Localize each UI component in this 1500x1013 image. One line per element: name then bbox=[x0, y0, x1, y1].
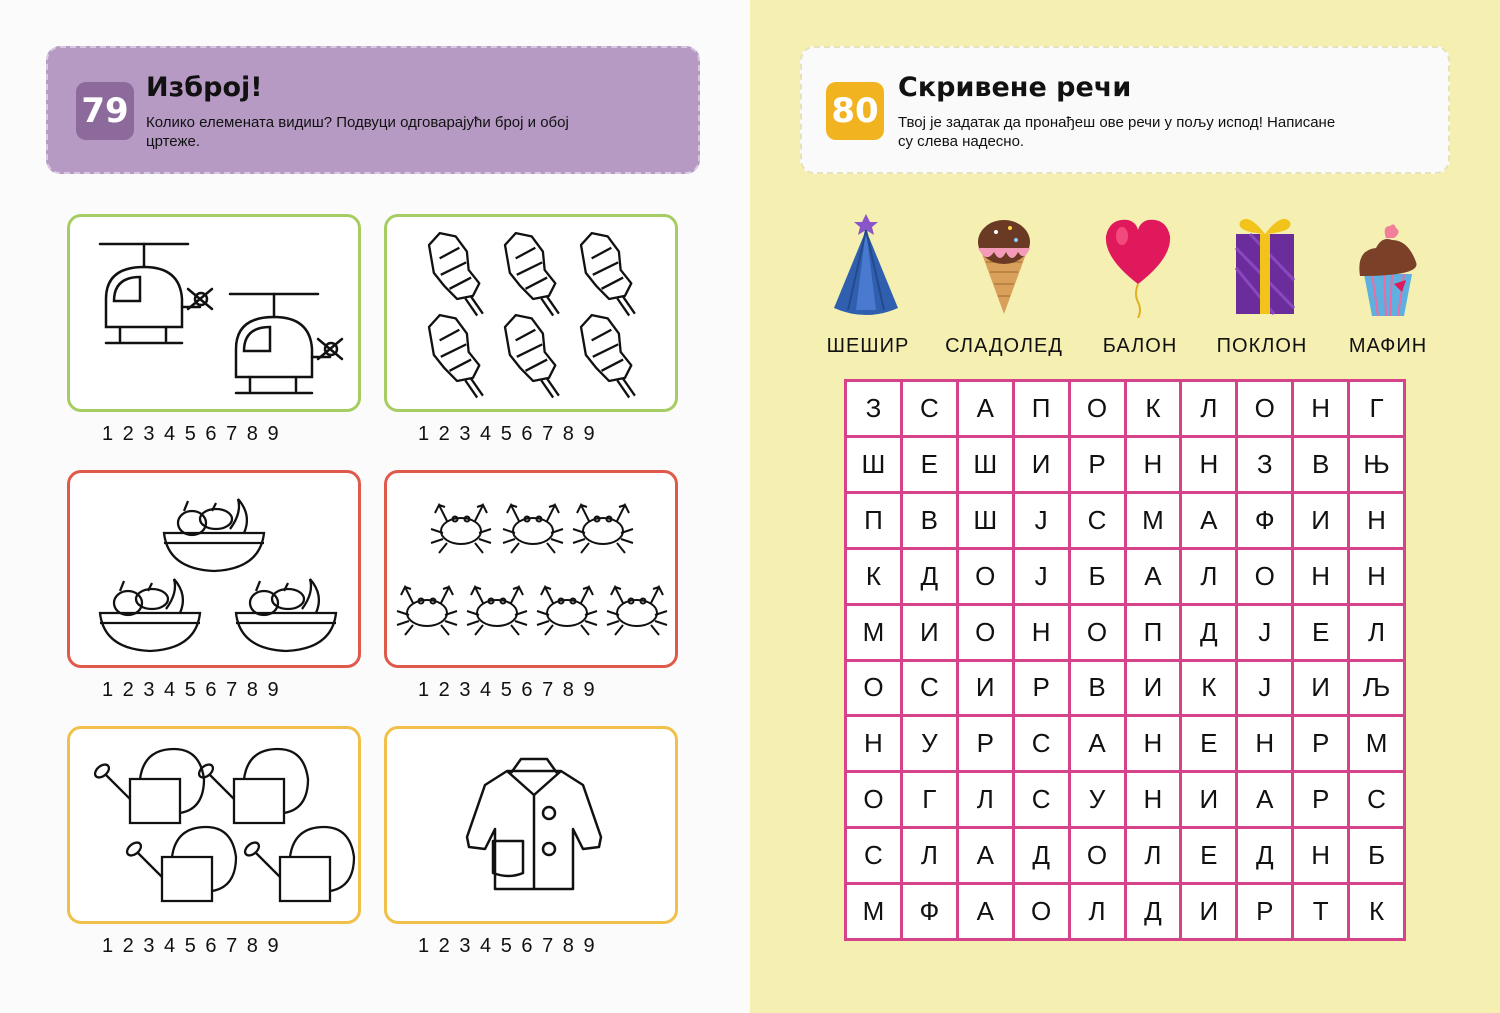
grid-cell[interactable]: П bbox=[1127, 606, 1180, 659]
grid-cell[interactable]: Л bbox=[1071, 885, 1124, 938]
task-number-badge: 80 bbox=[826, 82, 884, 140]
grid-cell[interactable]: Н bbox=[1294, 550, 1347, 603]
number-choices[interactable]: 1 2 3 4 5 6 7 8 9 bbox=[102, 423, 279, 445]
grid-cell[interactable]: Ф bbox=[903, 885, 956, 938]
word-search-grid bbox=[844, 379, 1406, 941]
task-number-badge: 79 bbox=[76, 82, 134, 140]
grid-cell[interactable]: С bbox=[1015, 717, 1068, 770]
grid-cell[interactable]: У bbox=[903, 717, 956, 770]
grid-cell[interactable]: П bbox=[1015, 382, 1068, 435]
grid-cell[interactable]: С bbox=[1015, 773, 1068, 826]
grid-cell[interactable]: А bbox=[1238, 773, 1291, 826]
task-title: Изброј! bbox=[146, 72, 263, 103]
grid-cell[interactable]: С bbox=[847, 829, 900, 882]
grid-cell[interactable]: И bbox=[1182, 885, 1235, 938]
task-title: Скривене речи bbox=[898, 72, 1132, 103]
grid-cell[interactable]: О bbox=[1238, 382, 1291, 435]
word-label-ice-cream: СЛАДОЛЕД bbox=[945, 335, 1063, 357]
grid-cell[interactable]: Р bbox=[1071, 438, 1124, 491]
grid-cell[interactable]: Њ bbox=[1350, 438, 1403, 491]
grid-cell[interactable]: Ш bbox=[959, 494, 1012, 547]
grid-cell[interactable]: Е bbox=[1294, 606, 1347, 659]
grid-cell[interactable]: В bbox=[1071, 662, 1124, 715]
grid-cell[interactable]: Н bbox=[1127, 717, 1180, 770]
number-choices[interactable]: 1 2 3 4 5 6 7 8 9 bbox=[102, 935, 279, 957]
grid-cell[interactable]: А bbox=[959, 829, 1012, 882]
grid-cell[interactable]: А bbox=[959, 885, 1012, 938]
grid-cell[interactable]: Д bbox=[1015, 829, 1068, 882]
grid-cell[interactable]: Н bbox=[1350, 550, 1403, 603]
grid-cell[interactable]: Е bbox=[1182, 829, 1235, 882]
counting-panel-fruit-bowls bbox=[67, 470, 361, 668]
counting-panel-helicopters bbox=[67, 214, 361, 412]
heart-balloon-icon bbox=[1100, 214, 1176, 318]
grid-cell[interactable]: И bbox=[1294, 494, 1347, 547]
grid-cell[interactable]: Р bbox=[1294, 717, 1347, 770]
grid-cell[interactable]: Е bbox=[1182, 717, 1235, 770]
number-choices[interactable]: 1 2 3 4 5 6 7 8 9 bbox=[418, 679, 595, 701]
grid-cell[interactable]: И bbox=[1294, 662, 1347, 715]
fruit-bowl-icon bbox=[70, 473, 364, 671]
grid-cell[interactable]: М bbox=[1350, 717, 1403, 770]
grid-cell[interactable]: И bbox=[903, 606, 956, 659]
grid-cell[interactable]: Ф bbox=[1238, 494, 1291, 547]
grid-cell[interactable]: Ј bbox=[1015, 494, 1068, 547]
word-label-hat: ШЕШИР bbox=[826, 335, 910, 357]
grid-cell[interactable]: Л bbox=[1127, 829, 1180, 882]
task-80-banner bbox=[800, 46, 1450, 174]
grid-cell[interactable]: О bbox=[847, 662, 900, 715]
grid-cell[interactable]: А bbox=[1071, 717, 1124, 770]
watering-can-icon bbox=[70, 729, 364, 927]
crab-icon bbox=[387, 473, 681, 671]
grid-cell[interactable]: Н bbox=[847, 717, 900, 770]
counting-panel-crabs bbox=[384, 470, 678, 668]
grid-cell[interactable]: С bbox=[903, 382, 956, 435]
counting-panel-watering-cans bbox=[67, 726, 361, 924]
grid-cell[interactable]: А bbox=[959, 382, 1012, 435]
task-instruction: Колико елемената видиш? Подвуци одговарајући број и обој цртеже. bbox=[146, 114, 569, 150]
grid-cell[interactable]: О bbox=[959, 550, 1012, 603]
grid-cell[interactable]: Ш bbox=[847, 438, 900, 491]
grid-cell[interactable]: В bbox=[1294, 438, 1347, 491]
grid-cell[interactable]: Н bbox=[1350, 494, 1403, 547]
grid-cell[interactable]: Н bbox=[1182, 438, 1235, 491]
grid-cell[interactable]: Н bbox=[1127, 773, 1180, 826]
grid-cell[interactable]: Н bbox=[1127, 438, 1180, 491]
grid-cell[interactable]: К bbox=[1182, 662, 1235, 715]
gift-icon bbox=[1230, 208, 1300, 318]
party-hat-icon bbox=[826, 206, 902, 318]
grid-cell[interactable]: О bbox=[1015, 885, 1068, 938]
grid-cell[interactable]: И bbox=[959, 662, 1012, 715]
grid-cell[interactable]: Р bbox=[1294, 773, 1347, 826]
ice-pop-icon bbox=[387, 217, 681, 415]
grid-cell[interactable]: Л bbox=[1182, 382, 1235, 435]
grid-cell[interactable]: О bbox=[847, 773, 900, 826]
task-instruction: Твој је задатак да пронађеш ове речи у пољу испод! Написане су слева надесно. bbox=[898, 114, 1336, 150]
grid-cell[interactable]: Д bbox=[1127, 885, 1180, 938]
grid-cell[interactable]: Б bbox=[1350, 829, 1403, 882]
ice-cream-icon bbox=[972, 214, 1036, 318]
grid-cell[interactable]: К bbox=[1127, 382, 1180, 435]
helicopter-icon bbox=[70, 217, 364, 415]
muffin-icon bbox=[1356, 222, 1420, 320]
grid-cell[interactable]: Л bbox=[1350, 606, 1403, 659]
coat-icon bbox=[387, 729, 681, 927]
grid-cell[interactable]: С bbox=[1350, 773, 1403, 826]
word-label-gift: ПОКЛОН bbox=[1216, 335, 1308, 357]
grid-cell[interactable]: М bbox=[847, 885, 900, 938]
grid-cell[interactable]: О bbox=[1071, 606, 1124, 659]
grid-cell[interactable]: И bbox=[1015, 438, 1068, 491]
grid-cell[interactable]: Л bbox=[903, 829, 956, 882]
number-choices[interactable]: 1 2 3 4 5 6 7 8 9 bbox=[102, 679, 279, 701]
grid-cell[interactable]: П bbox=[847, 494, 900, 547]
grid-cell[interactable]: Г bbox=[903, 773, 956, 826]
counting-panel-coat bbox=[384, 726, 678, 924]
grid-cell[interactable]: К bbox=[1350, 885, 1403, 938]
grid-cell[interactable]: Л bbox=[959, 773, 1012, 826]
grid-cell[interactable]: О bbox=[1238, 550, 1291, 603]
grid-cell[interactable]: А bbox=[1127, 550, 1180, 603]
grid-cell[interactable]: Д bbox=[1238, 829, 1291, 882]
grid-cell[interactable]: О bbox=[1071, 829, 1124, 882]
grid-cell[interactable]: Ј bbox=[1015, 550, 1068, 603]
grid-cell[interactable]: Д bbox=[903, 550, 956, 603]
grid-cell[interactable]: С bbox=[1071, 494, 1124, 547]
counting-panel-ice-pops bbox=[384, 214, 678, 412]
task-79-banner bbox=[46, 46, 700, 174]
grid-cell[interactable]: Н bbox=[1294, 382, 1347, 435]
grid-cell[interactable]: Ј bbox=[1238, 662, 1291, 715]
grid-cell[interactable]: О bbox=[1071, 382, 1124, 435]
number-choices[interactable]: 1 2 3 4 5 6 7 8 9 bbox=[418, 935, 595, 957]
grid-cell[interactable]: У bbox=[1071, 773, 1124, 826]
grid-cell[interactable]: Љ bbox=[1350, 662, 1403, 715]
grid-cell[interactable]: И bbox=[1127, 662, 1180, 715]
grid-cell[interactable]: Л bbox=[1182, 550, 1235, 603]
grid-cell[interactable]: Ј bbox=[1238, 606, 1291, 659]
grid-cell[interactable]: Н bbox=[1015, 606, 1068, 659]
number-choices[interactable]: 1 2 3 4 5 6 7 8 9 bbox=[418, 423, 595, 445]
grid-cell[interactable]: Д bbox=[1182, 606, 1235, 659]
grid-cell[interactable]: Б bbox=[1071, 550, 1124, 603]
grid-cell[interactable]: К bbox=[847, 550, 900, 603]
grid-cell[interactable]: В bbox=[903, 494, 956, 547]
word-label-muffin: МАФИН bbox=[1348, 335, 1428, 357]
grid-cell[interactable]: М bbox=[1127, 494, 1180, 547]
grid-cell[interactable]: З bbox=[1238, 438, 1291, 491]
grid-cell[interactable]: А bbox=[1182, 494, 1235, 547]
grid-cell[interactable]: О bbox=[959, 606, 1012, 659]
grid-cell[interactable]: Е bbox=[903, 438, 956, 491]
grid-cell[interactable]: Т bbox=[1294, 885, 1347, 938]
grid-cell[interactable]: Р bbox=[1015, 662, 1068, 715]
grid-cell[interactable]: С bbox=[903, 662, 956, 715]
grid-cell[interactable]: Ш bbox=[959, 438, 1012, 491]
grid-cell[interactable]: М bbox=[847, 606, 900, 659]
word-label-balloon: БАЛОН bbox=[1102, 335, 1178, 357]
grid-cell[interactable]: Н bbox=[1294, 829, 1347, 882]
grid-cell[interactable]: И bbox=[1182, 773, 1235, 826]
grid-cell[interactable]: Р bbox=[1238, 885, 1291, 938]
grid-cell[interactable]: З bbox=[847, 382, 900, 435]
grid-cell[interactable]: Н bbox=[1238, 717, 1291, 770]
grid-cell[interactable]: Г bbox=[1350, 382, 1403, 435]
grid-cell[interactable]: Р bbox=[959, 717, 1012, 770]
